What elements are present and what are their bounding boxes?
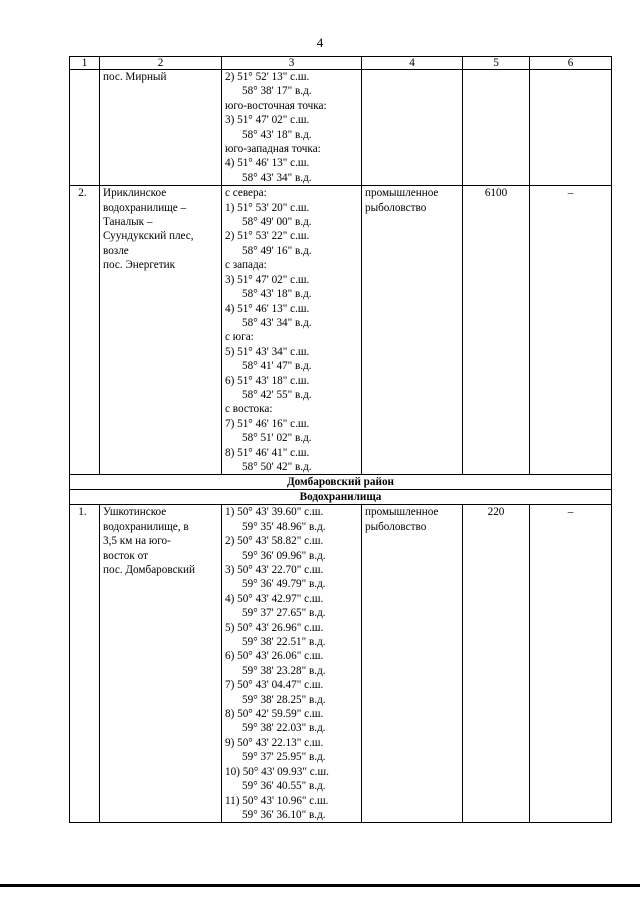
water-body-name-line: Таналык – [103, 216, 153, 229]
row-number-cell [70, 505, 100, 823]
coordinate-line: 58° 43' 18" в.д. [242, 288, 312, 301]
coordinate-line: 58° 50' 42" в.д. [242, 460, 312, 473]
area-cell: 6100 [463, 186, 530, 475]
water-body-name-line: возле [103, 244, 129, 257]
column-number-5: 5 [463, 57, 530, 70]
column-number-6: 6 [530, 57, 612, 70]
coordinate-line: 6) 51° 43' 18" с.ш. [225, 374, 310, 387]
water-body-name-line: 3,5 км на юго- [103, 535, 171, 548]
note-cell [530, 70, 612, 186]
coordinate-line: 58° 43' 34" в.д. [242, 316, 312, 329]
water-body-name-line: пос. Мирный [103, 71, 167, 83]
coordinate-line: 58° 43' 18" в.д. [242, 128, 312, 141]
coordinate-line: 4) 51° 46' 13" с.ш. [225, 302, 310, 315]
purpose-cell [362, 70, 463, 186]
coordinate-line: 58° 49' 00" в.д. [242, 216, 312, 229]
coordinate-line: 5) 51° 43' 34" с.ш. [225, 345, 310, 358]
coordinate-line: 59° 36' 09.96" в.д. [242, 549, 326, 562]
page-number: 4 [316, 35, 324, 50]
table-row [70, 70, 612, 186]
coordinate-line: 2) 50° 43' 58.82" с.ш. [225, 535, 324, 548]
water-body-name-line: водохранилище – [103, 201, 187, 214]
column-number-4: 4 [362, 57, 463, 70]
section-heading-row [70, 490, 612, 505]
coordinate-line: 59° 36' 49.79" в.д. [242, 578, 326, 591]
coordinate-line: 59° 37' 27.65" в.д. [242, 607, 326, 620]
row-number-cell [70, 70, 100, 186]
column-number-3: 3 [222, 57, 362, 70]
coordinate-line: 7) 50° 43' 04.47" с.ш. [225, 679, 324, 692]
purpose-line: рыболовство [365, 520, 427, 533]
coordinate-line: 59° 36' 40.55" в.д. [242, 780, 326, 793]
coordinate-line: с запада: [225, 259, 267, 272]
table-row [70, 186, 612, 475]
water-body-name-cell [100, 505, 222, 823]
coordinate-line: 1) 50° 43' 39.60" с.ш. [225, 506, 324, 519]
water-body-name-line: Ушкотинское [103, 506, 167, 519]
water-body-name-line: пос. Домбаровский [103, 564, 195, 576]
coordinate-line: 4) 50° 43' 42.97" с.ш. [225, 592, 324, 605]
water-body-name-line: пос. Энергетик [103, 259, 176, 272]
water-body-name-cell [100, 186, 222, 475]
coordinate-line: 58° 51' 02" в.д. [242, 432, 312, 445]
coordinate-line: 2) 51° 53' 22" с.ш. [225, 230, 310, 243]
column-number-2: 2 [100, 57, 222, 70]
coordinates-cell [222, 70, 362, 186]
purpose-cell [362, 186, 463, 475]
coordinate-line: 58° 42' 55" в.д. [242, 388, 312, 401]
coordinate-line: с севера: [225, 187, 267, 200]
row-number-cell [70, 186, 100, 475]
note-cell: – [530, 505, 612, 823]
coordinate-line: 7) 51° 46' 16" с.ш. [225, 417, 310, 430]
coordinate-line: 58° 43' 34" в.д. [242, 171, 312, 184]
footer-rule [0, 884, 640, 887]
purpose-line: промышленное [365, 187, 439, 200]
coordinate-line: с юга: [225, 331, 254, 344]
purpose-line: промышленное [365, 506, 439, 519]
coordinate-line: 58° 41' 47" в.д. [242, 360, 312, 373]
water-body-name-line: Суундукский плес, [103, 230, 194, 243]
purpose-line: рыболовство [365, 201, 427, 214]
section-heading: Домбаровский район [70, 475, 612, 490]
coordinate-line: 58° 38' 17" в.д. [242, 85, 312, 98]
coordinate-line: 11) 50° 43' 10.96" с.ш. [225, 794, 329, 807]
column-number-1: 1 [70, 57, 100, 70]
coordinate-line: юго-восточная точка: [225, 99, 327, 112]
coordinate-line: 59° 38' 22.03" в.д. [242, 722, 326, 735]
area-cell: 220 [463, 505, 530, 823]
coordinate-line: 59° 38' 28.25" в.д. [242, 693, 326, 706]
coordinate-line: 3) 51° 47' 02" с.ш. [225, 114, 310, 127]
coordinate-line: 3) 51° 47' 02" с.ш. [225, 273, 310, 286]
row-number: 1. [78, 506, 87, 519]
coordinate-line: 8) 50° 42' 59.59" с.ш. [225, 708, 324, 721]
coordinate-line: 3) 50° 43' 22.70" с.ш. [225, 564, 324, 576]
water-body-name-cell [100, 70, 222, 186]
area-cell [463, 70, 530, 186]
coordinates-cell [222, 505, 362, 823]
coordinate-line: 59° 38' 23.28" в.д. [242, 664, 326, 677]
coordinate-line: 59° 37' 25.95" в.д. [242, 751, 326, 764]
column-numbers-row [70, 57, 612, 70]
coordinate-line: 5) 50° 43' 26.96" с.ш. [225, 621, 324, 634]
coordinate-line: 1) 51° 53' 20" с.ш. [225, 201, 310, 214]
coordinate-line: 58° 49' 16" в.д. [242, 244, 312, 257]
coordinate-line: 59° 36' 36.10" в.д. [242, 808, 326, 821]
note-cell: – [530, 186, 612, 475]
purpose-cell [362, 505, 463, 823]
row-number: 2. [78, 187, 87, 200]
fishing-areas-table [69, 56, 612, 823]
coordinate-line: 59° 35' 48.96" в.д. [242, 520, 326, 533]
coordinate-line: 10) 50° 43' 09.93" с.ш. [225, 765, 329, 778]
coordinate-line: юго-западная точка: [225, 143, 321, 156]
coordinates-cell [222, 186, 362, 475]
coordinate-line: 4) 51° 46' 13" с.ш. [225, 157, 310, 170]
coordinate-line: с востока: [225, 403, 273, 416]
coordinate-line: 9) 50° 43' 22.13" с.ш. [225, 736, 324, 749]
coordinate-line: 59° 38' 22.51" в.д. [242, 636, 326, 649]
coordinate-line: 2) 51° 52' 13" с.ш. [225, 71, 310, 83]
table-row [70, 505, 612, 823]
water-body-name-line: водохранилище, в [103, 520, 189, 533]
water-body-name-line: Ириклинское [103, 187, 167, 200]
coordinate-line: 8) 51° 46' 41" с.ш. [225, 446, 310, 459]
section-heading: Водохранилища [70, 490, 612, 505]
water-body-name-line: восток от [103, 549, 148, 562]
section-heading-row [70, 475, 612, 490]
coordinate-line: 6) 50° 43' 26.06" с.ш. [225, 650, 324, 663]
